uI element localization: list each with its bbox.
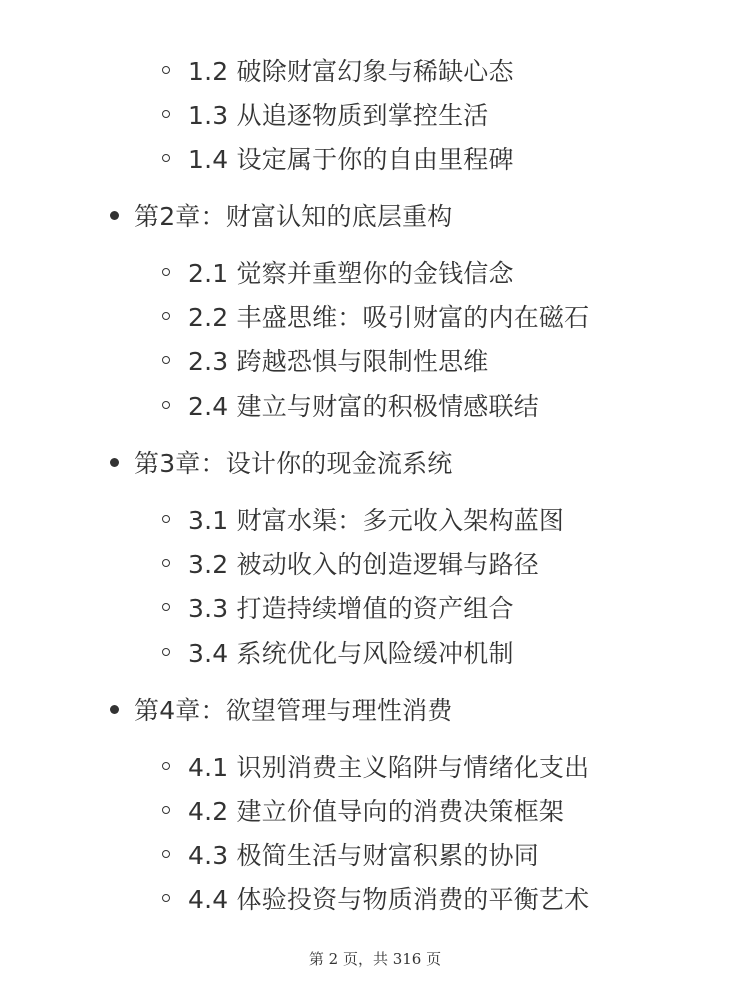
toc-section-row xyxy=(162,138,514,178)
toc-section-label: 2.4 建立与财富的积极情感联结 xyxy=(188,392,539,421)
toc-section-label: 2.3 跨越恐惧与限制性思维 xyxy=(188,347,489,376)
toc-section-row xyxy=(162,543,539,583)
toc-section-row xyxy=(162,746,589,786)
toc-section-row xyxy=(162,50,514,90)
hollow-bullet-icon xyxy=(162,356,170,364)
hollow-bullet-icon xyxy=(162,401,170,409)
toc-section-row xyxy=(162,834,539,874)
toc-section-row xyxy=(162,790,564,830)
toc-chapter-label: 第3章：设计你的现金流系统 xyxy=(134,449,453,478)
toc-section-label: 1.4 设定属于你的自由里程碑 xyxy=(188,145,514,174)
toc-section-row xyxy=(162,296,589,336)
toc-chapter-row xyxy=(110,689,453,729)
filled-bullet-icon xyxy=(110,705,119,714)
hollow-bullet-icon xyxy=(162,603,170,611)
hollow-bullet-icon xyxy=(162,66,170,74)
toc-section-label: 2.1 觉察并重塑你的金钱信念 xyxy=(188,259,514,288)
toc-section-label: 2.2 丰盛思维：吸引财富的内在磁石 xyxy=(188,303,590,332)
toc-section-row xyxy=(162,385,539,425)
hollow-bullet-icon xyxy=(162,762,170,770)
toc-section-row xyxy=(162,252,514,292)
toc-section-label: 4.2 建立价值导向的消费决策框架 xyxy=(188,797,565,826)
hollow-bullet-icon xyxy=(162,648,170,656)
hollow-bullet-icon xyxy=(162,110,170,118)
toc-section-label: 3.2 被动收入的创造逻辑与路径 xyxy=(188,550,539,579)
toc-section-label: 4.3 极简生活与财富积累的协同 xyxy=(188,841,539,870)
toc-section-row xyxy=(162,632,514,672)
toc-section-row xyxy=(162,499,564,539)
hollow-bullet-icon xyxy=(162,312,170,320)
hollow-bullet-icon xyxy=(162,806,170,814)
toc-section-label: 3.4 系统优化与风险缓冲机制 xyxy=(188,639,514,668)
hollow-bullet-icon xyxy=(162,154,170,162)
hollow-bullet-icon xyxy=(162,515,170,523)
page-number-footer: 第 2 页，共 316 页 xyxy=(308,950,442,968)
filled-bullet-icon xyxy=(110,458,119,467)
hollow-bullet-icon xyxy=(162,268,170,276)
toc-section-row xyxy=(162,587,514,627)
hollow-bullet-icon xyxy=(162,559,170,567)
toc-section-label: 3.3 打造持续增值的资产组合 xyxy=(188,594,514,623)
toc-section-row xyxy=(162,94,489,134)
hollow-bullet-icon xyxy=(162,850,170,858)
toc-section-row xyxy=(162,340,489,380)
toc-section-label: 1.2 破除财富幻象与稀缺心态 xyxy=(188,57,514,86)
toc-chapter-label: 第4章：欲望管理与理性消费 xyxy=(134,696,453,725)
toc-chapter-row xyxy=(110,195,453,235)
toc-section-label: 3.1 财富水渠：多元收入架构蓝图 xyxy=(188,506,565,535)
toc-chapter-row xyxy=(110,442,453,482)
toc-chapter-label: 第2章：财富认知的底层重构 xyxy=(134,202,453,231)
toc-section-label: 4.1 识别消费主义陷阱与情绪化支出 xyxy=(188,753,590,782)
toc-section-label: 4.4 体验投资与物质消费的平衡艺术 xyxy=(188,885,590,914)
filled-bullet-icon xyxy=(110,211,119,220)
hollow-bullet-icon xyxy=(162,894,170,902)
toc-section-row xyxy=(162,878,589,918)
toc-section-label: 1.3 从追逐物质到掌控生活 xyxy=(188,101,489,130)
